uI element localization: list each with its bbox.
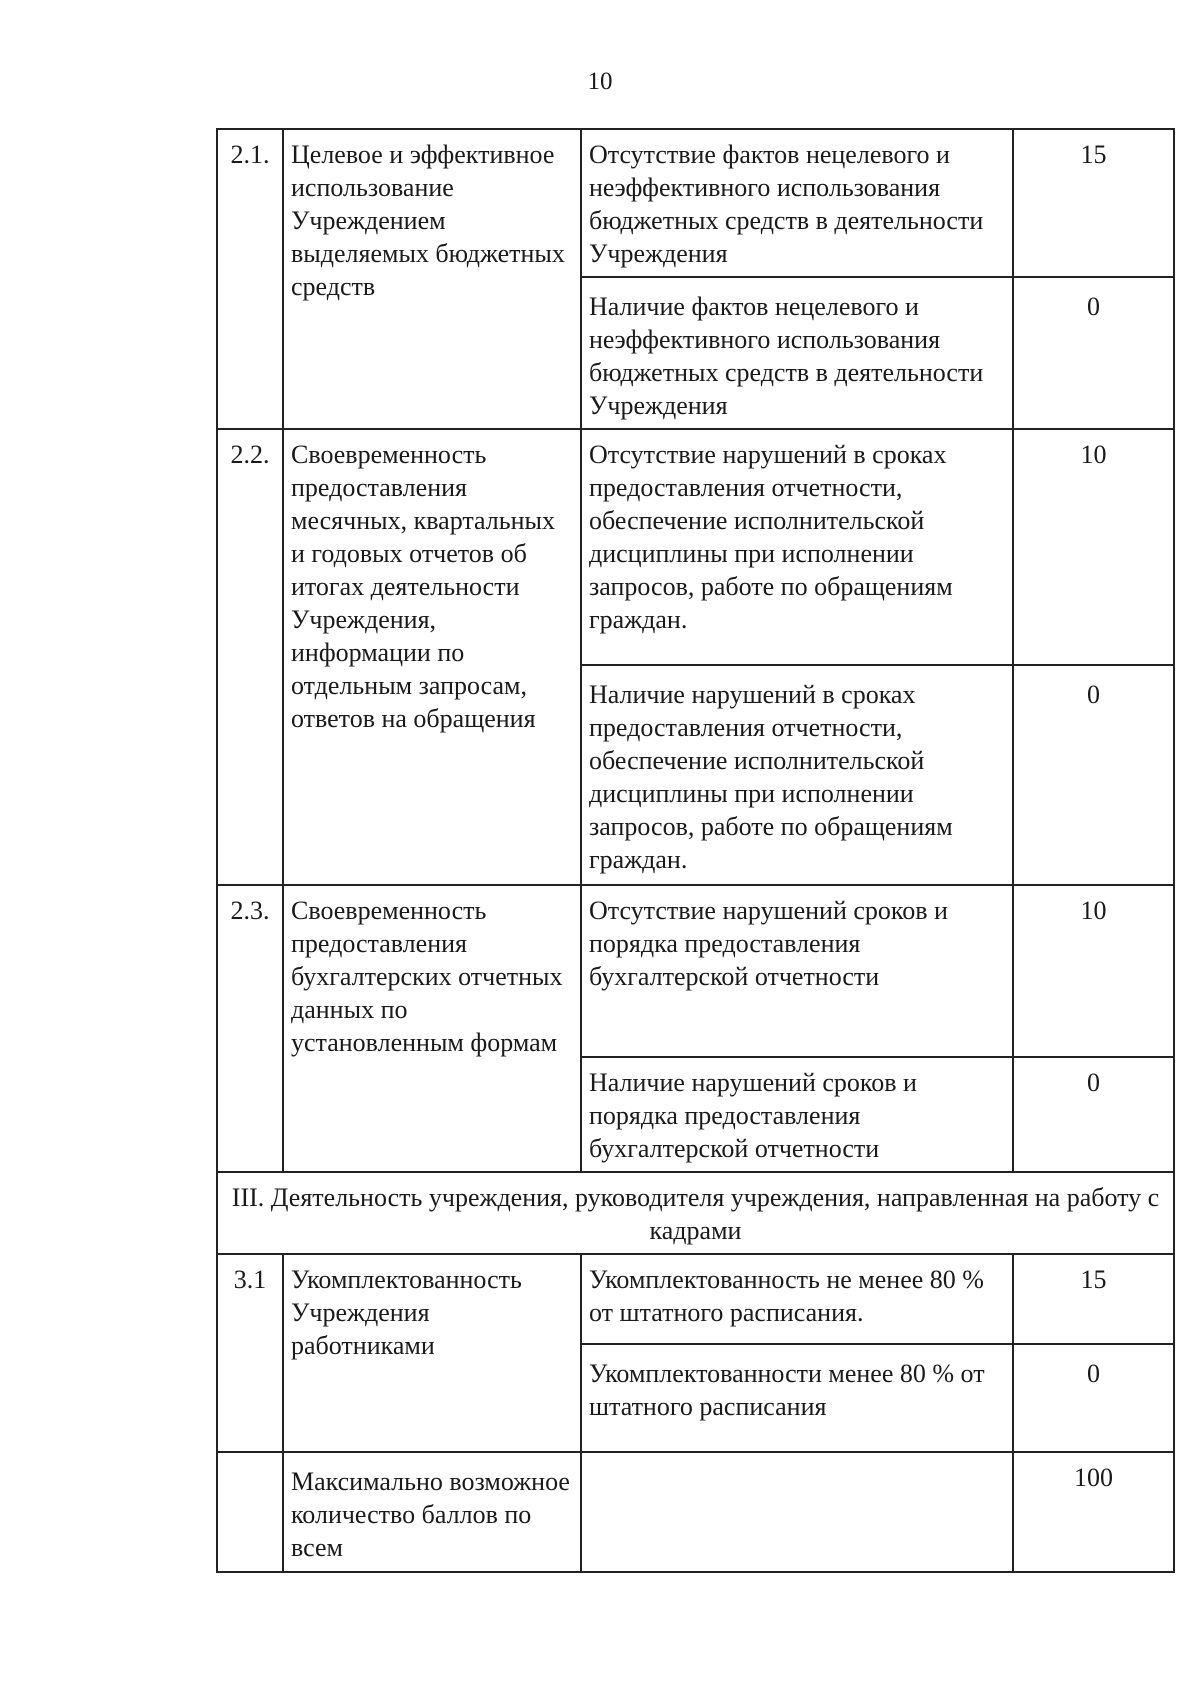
total-score: 100: [1013, 1452, 1174, 1572]
criterion-score: 0: [1013, 1057, 1174, 1172]
criterion-condition: Укомплектованность не менее 80 % от штатного расписания.: [581, 1254, 1013, 1344]
criterion-score: 15: [1013, 129, 1174, 277]
criterion-name: Укомплектованность Учреждения работниками: [283, 1254, 581, 1452]
table-row: [217, 429, 1174, 665]
section-title: III. Деятельность учреждения, руководителя учреждения, направленная на работу с кадрами: [217, 1172, 1174, 1254]
table-row: [217, 1254, 1174, 1344]
criterion-number: 2.2.: [217, 429, 283, 885]
criterion-name: Своевременность предоставления месячных, квартальных и годовых отчетов об итогах деятельности Учреждения, информации по отдельным запросам, ответов на обращения: [283, 429, 581, 885]
criterion-score: 0: [1013, 1344, 1174, 1452]
total-number: [217, 1452, 283, 1572]
criterion-condition: Наличие нарушений в сроках предоставления отчетности, обеспечение исполнительской дисциплины при исполнении запросов, работе по обращениям граждан.: [581, 665, 1013, 885]
criterion-score: 10: [1013, 429, 1174, 665]
section-heading-row: [217, 1172, 1174, 1254]
criterion-number: 2.3.: [217, 885, 283, 1172]
criterion-score: 0: [1013, 277, 1174, 429]
page-number: 10: [587, 68, 613, 95]
criterion-score: 0: [1013, 665, 1174, 885]
criterion-number: 2.1.: [217, 129, 283, 429]
table-row: [217, 129, 1174, 277]
criterion-condition: Отсутствие фактов нецелевого и неэффективного использования бюджетных средств в деятельности Учреждения: [581, 129, 1013, 277]
criterion-condition: Отсутствие нарушений в сроках предоставления отчетности, обеспечение исполнительской дисциплины при исполнении запросов, работе по обращениям граждан.: [581, 429, 1013, 665]
criteria-table: [216, 128, 1175, 1573]
criterion-score: 10: [1013, 885, 1174, 1057]
criterion-number: 3.1: [217, 1254, 283, 1452]
criterion-condition: Отсутствие нарушений сроков и порядка предоставления бухгалтерской отчетности: [581, 885, 1013, 1057]
criterion-name: Целевое и эффективное использование Учреждением выделяемых бюджетных средств: [283, 129, 581, 429]
criterion-condition: Наличие нарушений сроков и порядка предоставления бухгалтерской отчетности: [581, 1057, 1013, 1172]
criterion-score: 15: [1013, 1254, 1174, 1344]
criterion-name: Своевременность предоставления бухгалтерских отчетных данных по установленным формам: [283, 885, 581, 1172]
total-condition: [581, 1452, 1013, 1572]
total-row: [217, 1452, 1174, 1572]
table-row: [217, 885, 1174, 1057]
criterion-condition: Укомплектованности менее 80 % от штатного расписания: [581, 1344, 1013, 1452]
criterion-condition: Наличие фактов нецелевого и неэффективного использования бюджетных средств в деятельности Учреждения: [581, 277, 1013, 429]
total-name: Максимально возможное количество баллов по всем: [283, 1452, 581, 1572]
